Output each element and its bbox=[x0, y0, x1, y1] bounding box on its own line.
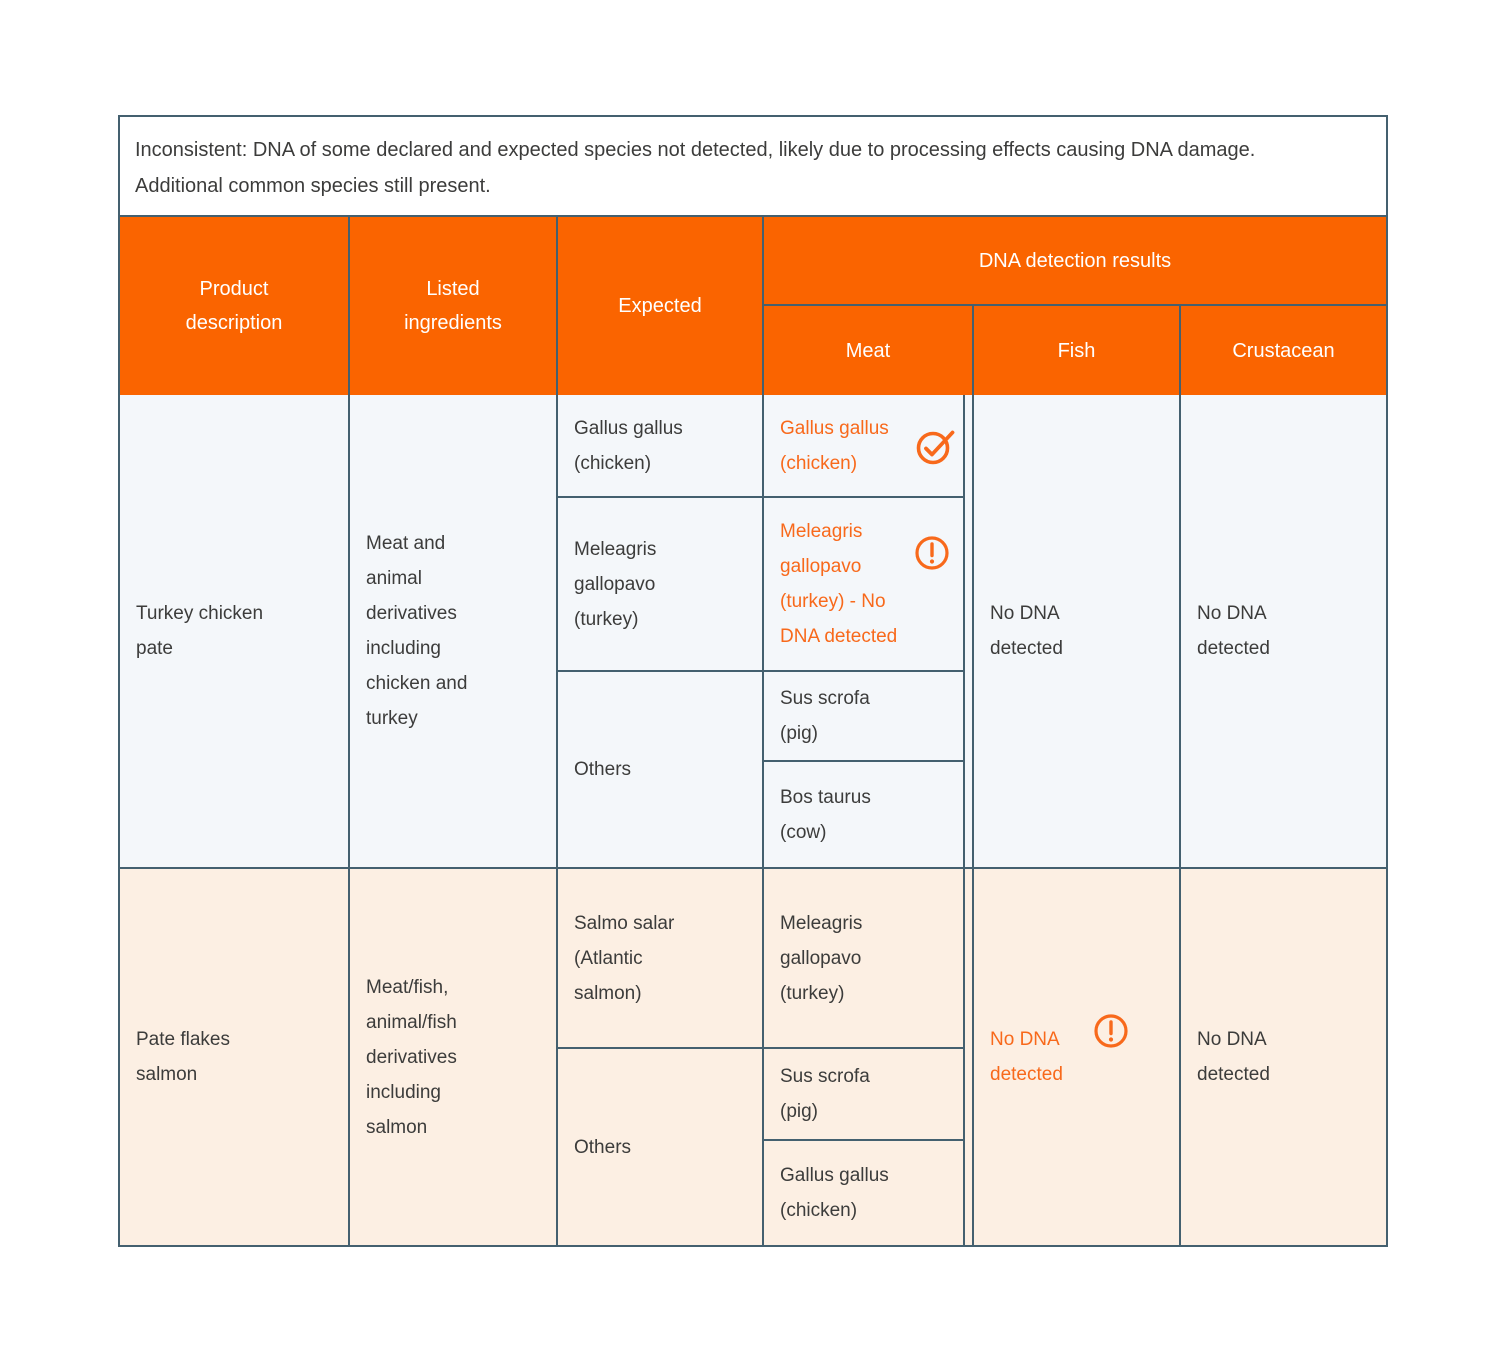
header-label: Listed ingredients bbox=[404, 278, 502, 334]
header-label: Fish bbox=[1057, 339, 1096, 362]
header-crustacean bbox=[1179, 306, 1386, 395]
table-row-turkey-chicken-pate bbox=[120, 395, 1386, 867]
expected-species-cell bbox=[556, 869, 762, 1049]
check-circle-icon bbox=[915, 425, 957, 467]
dna-results-table bbox=[118, 115, 1388, 1247]
meat-result-cell bbox=[762, 762, 965, 867]
header-dna-detection-results bbox=[762, 217, 1386, 306]
meat-result: Gallus gallus (chicken) bbox=[780, 417, 889, 474]
fish-result-cell bbox=[972, 395, 1179, 867]
inconsistency-note-text: Inconsistent: DNA of some declared and expected species not detected, likely due to processing effects causing DNA damage. Additional common species still present. bbox=[135, 139, 1256, 197]
header-expected bbox=[556, 217, 762, 395]
inconsistency-note bbox=[120, 117, 1386, 217]
meat-result: Gallus gallus (chicken) bbox=[780, 1165, 889, 1221]
crustacean-result: No DNA detected bbox=[1197, 603, 1270, 659]
expected-species: Salmo salar (Atlantic salmon) bbox=[574, 912, 675, 1004]
header-label: DNA detection results bbox=[978, 249, 1172, 272]
crustacean-result-cell bbox=[1179, 869, 1386, 1245]
table-row-pate-flakes-salmon bbox=[120, 867, 1386, 1245]
meat-result-cell bbox=[762, 672, 965, 762]
header-label: Crustacean bbox=[1232, 339, 1335, 362]
expected-species: Others bbox=[574, 759, 632, 780]
fish-result-cell bbox=[972, 869, 1179, 1245]
meat-result: Bos taurus (cow) bbox=[780, 786, 871, 843]
crustacean-result: No DNA detected bbox=[1197, 1029, 1270, 1085]
header-label: Meat bbox=[845, 339, 891, 362]
warning-circle-icon bbox=[914, 535, 950, 571]
meat-result-cell bbox=[762, 395, 965, 498]
header-fish bbox=[972, 306, 1179, 395]
listed-ingredients-cell bbox=[348, 869, 556, 1245]
meat-result: Meleagris gallopavo (turkey) - No DNA detected bbox=[780, 521, 898, 647]
expected-species: Others bbox=[574, 1136, 632, 1158]
listed-ingredients: Meat and animal derivatives including chicken and turkey bbox=[366, 533, 468, 729]
meat-result-cell bbox=[762, 869, 965, 1049]
expected-species: Gallus gallus (chicken) bbox=[574, 417, 683, 474]
product-description-cell bbox=[120, 869, 348, 1245]
meat-result: Sus scrofa (pig) bbox=[780, 688, 870, 744]
product-description: Turkey chicken pate bbox=[136, 603, 264, 659]
meat-result: Meleagris gallopavo (turkey) bbox=[780, 912, 863, 1004]
expected-species-cell bbox=[556, 672, 762, 867]
table-header bbox=[120, 217, 1386, 395]
header-label: Expected bbox=[618, 295, 702, 317]
meat-result-cell bbox=[762, 1049, 965, 1141]
meat-result-cell bbox=[762, 1141, 965, 1245]
expected-species: Meleagris gallopavo (turkey) bbox=[574, 538, 657, 630]
expected-species-cell bbox=[556, 1049, 762, 1245]
product-description-cell bbox=[120, 395, 348, 867]
header-product-description bbox=[120, 217, 348, 395]
meat-result: Sus scrofa (pig) bbox=[780, 1066, 870, 1122]
crustacean-result-cell bbox=[1179, 395, 1386, 867]
warning-circle-icon bbox=[1093, 1013, 1129, 1049]
header-meat bbox=[762, 306, 972, 395]
listed-ingredients: Meat/fish, animal/fish derivatives including salmon bbox=[366, 976, 457, 1138]
expected-species-cell bbox=[556, 498, 762, 672]
meat-result-cell bbox=[762, 498, 965, 672]
header-listed-ingredients bbox=[348, 217, 556, 395]
fish-result: No DNA detected bbox=[990, 1029, 1063, 1085]
listed-ingredients-cell bbox=[348, 395, 556, 867]
product-description: Pate flakes salmon bbox=[136, 1029, 230, 1085]
header-label: Product description bbox=[185, 278, 283, 334]
expected-species-cell bbox=[556, 395, 762, 498]
fish-result: No DNA detected bbox=[990, 603, 1063, 659]
